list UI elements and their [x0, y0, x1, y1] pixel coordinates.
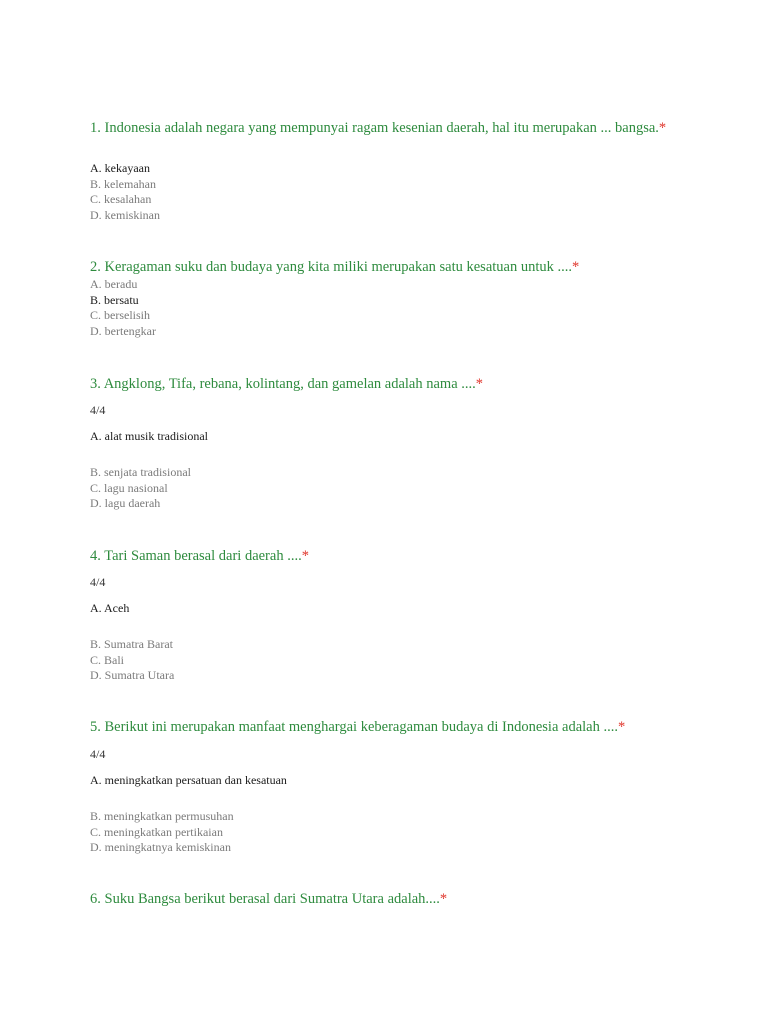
- q1-option-b[interactable]: B. kelemahan: [90, 177, 156, 191]
- q1-option-c[interactable]: C. kesalahan: [90, 192, 152, 206]
- q3-score: 4/4: [90, 403, 106, 417]
- q5-score: 4/4: [90, 747, 106, 761]
- q5-option-c[interactable]: C. meningkatkan pertikaian: [90, 825, 223, 839]
- question-2-text: 2. Keragaman suku dan budaya yang kita miliki merupakan satu kesatuan untuk ....: [90, 259, 572, 275]
- q5-option-a[interactable]: A. meningkatkan persatuan dan kesatuan: [90, 773, 287, 787]
- question-6-text: 6. Suku Bangsa berikut berasal dari Sumatra Utara adalah....: [90, 891, 440, 907]
- q3-option-c[interactable]: C. lagu nasional: [90, 481, 168, 495]
- q4-option-a[interactable]: A. Aceh: [90, 601, 130, 615]
- question-4-title: [90, 545, 690, 568]
- q3-option-d[interactable]: D. lagu daerah: [90, 496, 161, 510]
- q1-option-a[interactable]: A. kekayaan: [90, 161, 150, 175]
- question-5-text: 5. Berikut ini merupakan manfaat menghargai keberagaman budaya di Indonesia adalah ....: [90, 719, 618, 735]
- q1-option-d[interactable]: D. kemiskinan: [90, 208, 160, 222]
- question-1-text: 1. Indonesia adalah negara yang mempunyai ragam kesenian daerah, hal itu merupakan ... bangsa.: [90, 120, 659, 136]
- q4-option-b[interactable]: B. Sumatra Barat: [90, 637, 173, 651]
- question-4-text: 4. Tari Saman berasal dari daerah ....: [90, 548, 302, 564]
- required-marker: *: [658, 120, 667, 136]
- q5-option-b[interactable]: B. meningkatkan permusuhan: [90, 809, 234, 823]
- q2-option-c[interactable]: C. berselisih: [90, 308, 150, 322]
- q2-option-d[interactable]: D. bertengkar: [90, 324, 156, 338]
- required-marker: *: [572, 259, 580, 275]
- q4-score: 4/4: [90, 575, 106, 589]
- required-marker: *: [301, 548, 309, 564]
- q2-option-a[interactable]: A. beradu: [90, 277, 138, 291]
- question-1-title: [90, 117, 690, 140]
- required-marker: *: [617, 719, 626, 735]
- question-3-text: 3. Angklong, Tifa, rebana, kolintang, dan gamelan adalah nama ....: [90, 376, 476, 392]
- question-2-title: [90, 256, 690, 279]
- q4-option-c[interactable]: C. Bali: [90, 653, 125, 667]
- q3-option-b[interactable]: B. senjata tradisional: [90, 465, 191, 479]
- question-3-title: [90, 373, 690, 396]
- required-marker: *: [475, 376, 484, 392]
- q2-option-b[interactable]: B. bersatu: [90, 293, 139, 307]
- q5-option-d[interactable]: D. meningkatnya kemiskinan: [90, 840, 231, 854]
- required-marker: *: [439, 891, 448, 907]
- q3-option-a[interactable]: A. alat musik tradisional: [90, 429, 208, 443]
- question-5-title: [90, 716, 690, 739]
- question-6-title: [90, 888, 690, 911]
- q4-option-d[interactable]: D. Sumatra Utara: [90, 668, 175, 682]
